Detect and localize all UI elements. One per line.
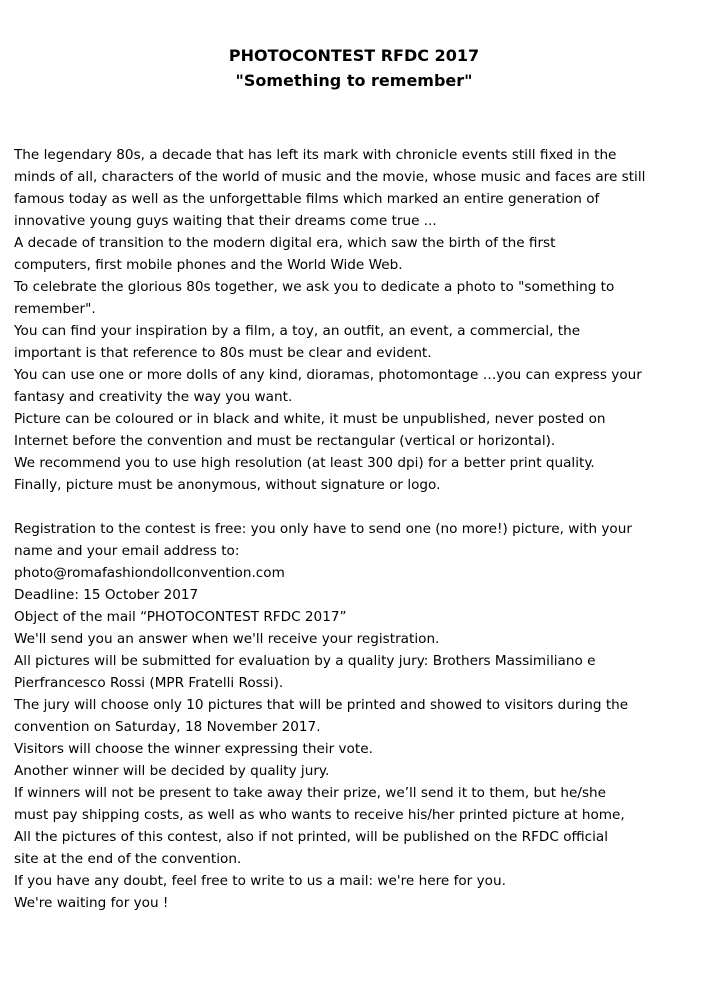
body-line: Object of the mail “PHOTOCONTEST RFDC 2017”	[14, 609, 347, 625]
body-line: minds of all, characters of the world of music and the movie, whose music and faces are still	[14, 169, 646, 185]
body-line: If winners will not be present to take away their prize, we’ll send it to them, but he/she	[14, 785, 607, 801]
document-subtitle: "Something to remember"	[235, 71, 473, 90]
body-line: To celebrate the glorious 80s together, we ask you to dedicate a photo to "something to	[14, 279, 615, 295]
body-line: Visitors will choose the winner expressing their vote.	[14, 741, 373, 757]
body-line: We're waiting for you !	[14, 895, 169, 911]
body-line: All pictures will be submitted for evaluation by a quality jury: Brothers Massimiliano e	[14, 653, 596, 669]
blank-line	[14, 496, 694, 518]
body-line: Finally, picture must be anonymous, without signature or logo.	[14, 477, 441, 493]
body-line: The legendary 80s, a decade that has left its mark with chronicle events still fixed in the	[14, 147, 617, 163]
body-line: must pay shipping costs, as well as who wants to receive his/her printed picture at home,	[14, 807, 625, 823]
body-line: Pierfrancesco Rossi (MPR Fratelli Rossi).	[14, 675, 284, 691]
body-line: famous today as well as the unforgettable films which marked an entire generation of	[14, 191, 600, 207]
body-line: We recommend you to use high resolution (at least 300 dpi) for a better print quality.	[14, 455, 595, 471]
body-line: convention on Saturday, 18 November 2017.	[14, 719, 321, 735]
body-line: computers, first mobile phones and the World Wide Web.	[14, 257, 403, 273]
document-title: PHOTOCONTEST RFDC 2017	[228, 46, 480, 65]
document-body	[14, 144, 694, 914]
body-line: remember".	[14, 301, 96, 317]
body-line: photo@romafashiondollconvention.com	[14, 565, 285, 581]
body-line: We'll send you an answer when we'll receive your registration.	[14, 631, 440, 647]
body-line: If you have any doubt, feel free to write to us a mail: we're here for you.	[14, 873, 506, 889]
body-line: All the pictures of this contest, also if not printed, will be published on the RFDC official	[14, 829, 609, 845]
body-line: name and your email address to:	[14, 543, 240, 559]
body-line: Internet before the convention and must be rectangular (vertical or horizontal).	[14, 433, 556, 449]
body-line: Registration to the contest is free: you only have to send one (no more!) picture, with your	[14, 521, 632, 537]
body-line: fantasy and creativity the way you want.	[14, 389, 293, 405]
body-line: Another winner will be decided by quality jury.	[14, 763, 330, 779]
body-line: important is that reference to 80s must be clear and evident.	[14, 345, 432, 361]
body-line: The jury will choose only 10 pictures that will be printed and showed to visitors during the	[14, 697, 629, 713]
body-line: A decade of transition to the modern digital era, which saw the birth of the first	[14, 235, 556, 251]
body-line: innovative young guys waiting that their dreams come true ...	[14, 213, 437, 229]
body-line: site at the end of the convention.	[14, 851, 242, 867]
body-line: Picture can be coloured or in black and white, it must be unpublished, never posted on	[14, 411, 606, 427]
body-line: Deadline: 15 October 2017	[14, 587, 199, 603]
body-line: You can find your inspiration by a film, a toy, an outfit, an event, a commercial, the	[14, 323, 581, 339]
body-line: You can use one or more dolls of any kind, dioramas, photomontage …you can express your	[14, 367, 642, 383]
